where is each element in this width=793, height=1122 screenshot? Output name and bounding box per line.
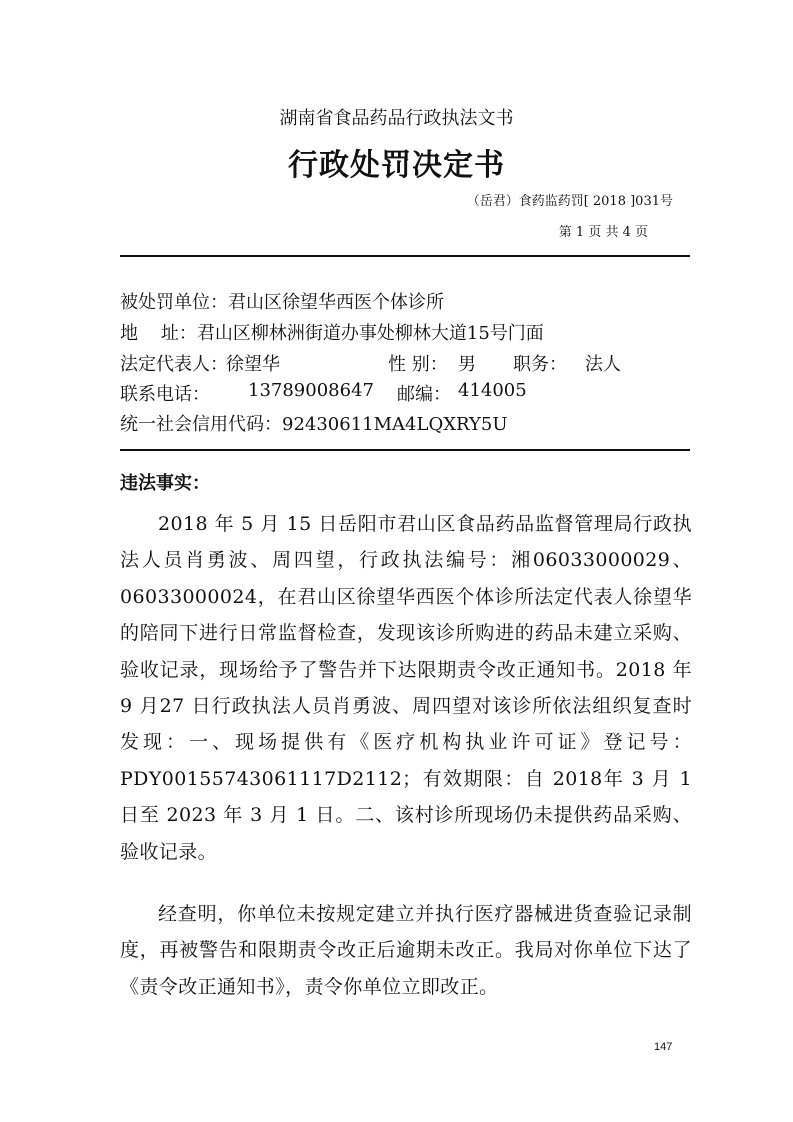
document-title: 行政处罚决定书 bbox=[288, 148, 505, 183]
divider-top bbox=[120, 255, 690, 257]
unit-label: 被处罚单位： bbox=[120, 292, 228, 313]
address-label: 地 址： bbox=[120, 323, 197, 344]
credit-label: 统一社会信用代码： bbox=[120, 414, 282, 435]
position-value: 法人 bbox=[585, 354, 621, 375]
legal-representative-row bbox=[120, 350, 692, 374]
unit-value: 君山区徐望华西医个体诊所 bbox=[228, 292, 444, 313]
gender-label: 性 别： bbox=[388, 354, 448, 375]
findings-paragraph: 经查明，你单位未按规定建立并执行医疗器械进货查验记录制度，再被警告和限期责令改正后逾期未改正。我局对你单位下达了《责令改正通知书》，责令你单位立即改正。 bbox=[120, 903, 692, 998]
contact-row bbox=[120, 380, 692, 404]
document-type: 湖南省食品药品行政执法文书 bbox=[279, 108, 514, 129]
rep-value: 徐望华 bbox=[226, 354, 280, 375]
divider-middle bbox=[120, 449, 690, 451]
violation-facts-paragraph: 2018 年 5 月 15 日岳阳市君山区食品药品监督管理局行政执法人员肖勇波、周四望，行政执法编号：湘06033000029、06033000024，在君山区徐望华西医个体诊所法定代表人徐望华的陪同下进行日常监督检查，发现该诊所购进的药品未建立采购、验收记录，现场给予了警告并下达限期责令改正通知书。2018 年 9 月27 日行政执法人员肖勇波、周四望对该诊所依法组织复查时发现：一、现场提供有《医疗机构执业许可证》登记号：PDY00155743061117D2112；有效期限：自 2018年 3 月 1 日至 2023 年 3 月 1 日。二、该村诊所现场仍未提供药品采购、验收记录。 bbox=[120, 513, 692, 863]
phone-label: 联系电话： bbox=[120, 384, 210, 405]
gender-value: 男 bbox=[458, 354, 476, 375]
document-number: （岳君）食药监药罚[ 2018 ]031号 bbox=[466, 194, 673, 209]
phone-value: 13789008647 bbox=[248, 380, 374, 401]
page-number: 147 bbox=[654, 1041, 673, 1053]
position-label: 职务： bbox=[513, 354, 567, 375]
postcode-label: 邮编： bbox=[397, 384, 451, 405]
penalized-unit-row bbox=[120, 288, 444, 314]
violation-facts-heading: 违法事实： bbox=[120, 473, 210, 494]
address-row bbox=[120, 319, 544, 345]
credit-code-row bbox=[120, 410, 508, 436]
page-indicator: 第 1 页 共 4 页 bbox=[558, 225, 648, 240]
postcode-value: 414005 bbox=[458, 380, 527, 401]
credit-value: 92430611MA4LQXRY5U bbox=[282, 414, 508, 435]
address-value: 君山区柳林洲街道办事处柳林大道15号门面 bbox=[196, 323, 544, 344]
rep-label: 法定代表人： bbox=[120, 354, 228, 375]
